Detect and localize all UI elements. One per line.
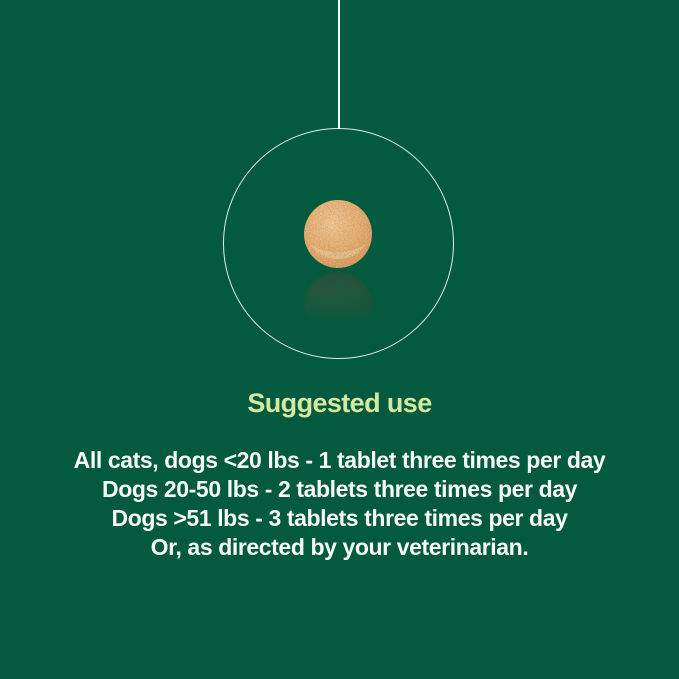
dosage-line-large-dogs: Dogs >51 lbs - 3 tablets three times per day <box>111 505 568 531</box>
hanging-line <box>338 0 340 129</box>
dosage-line-medium-dogs: Dogs 20-50 lbs - 2 tablets three times per day <box>102 476 577 502</box>
tablet-reflection <box>302 270 374 342</box>
section-heading: Suggested use <box>247 388 432 418</box>
dosage-line-cats-small-dogs: All cats, dogs <20 lbs - 1 tablet three times per day <box>73 447 606 473</box>
dosage-line-veterinarian: Or, as directed by your veterinarian. <box>150 534 529 560</box>
dosage-instructions <box>0 446 679 562</box>
supplement-tablet-image <box>302 198 374 270</box>
